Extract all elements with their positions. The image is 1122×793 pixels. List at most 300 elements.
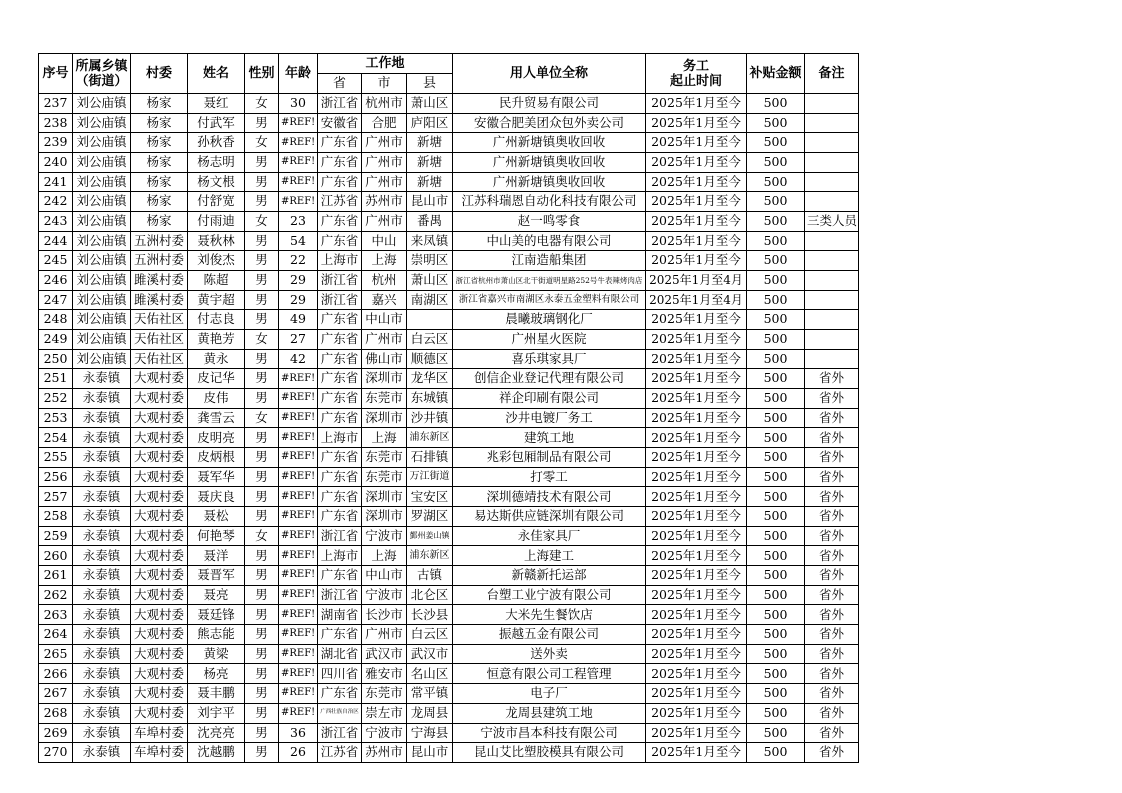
cell-county: 来凤镇	[407, 231, 453, 251]
cell-gender: 男	[245, 487, 279, 507]
cell-subsidy: 500	[747, 625, 805, 645]
cell-gender: 男	[245, 290, 279, 310]
cell-province: 广东省	[318, 408, 362, 428]
table-row	[39, 172, 859, 192]
cell-village: 车埠村委	[131, 723, 188, 743]
cell-gender: 男	[245, 605, 279, 625]
cell-county: 新塘	[407, 133, 453, 153]
cell-village: 杨家	[131, 94, 188, 114]
cell-employer: 赵一鸣零食	[453, 212, 646, 232]
cell-seq: 250	[39, 349, 73, 369]
table-row	[39, 546, 859, 566]
cell-town: 永泰镇	[73, 526, 131, 546]
cell-village: 大观村委	[131, 389, 188, 409]
cell-village: 天佑社区	[131, 330, 188, 350]
table-row	[39, 290, 859, 310]
cell-subsidy: 500	[747, 585, 805, 605]
cell-gender: 男	[245, 546, 279, 566]
cell-city: 崇左市	[362, 703, 407, 723]
cell-village: 杨家	[131, 113, 188, 133]
cell-employer: 广州新塘镇奥收回收	[453, 172, 646, 192]
cell-gender: 女	[245, 408, 279, 428]
table-row	[39, 448, 859, 468]
cell-age: 54	[279, 231, 318, 251]
cell-period: 2025年1月至今	[646, 192, 747, 212]
cell-period: 2025年1月至今	[646, 330, 747, 350]
cell-town: 刘公庙镇	[73, 231, 131, 251]
cell-seq: 247	[39, 290, 73, 310]
cell-city: 杭州	[362, 271, 407, 291]
cell-city: 深圳市	[362, 507, 407, 527]
header-period-line1: 务工	[682, 58, 709, 74]
cell-age: 49	[279, 310, 318, 330]
cell-remark	[805, 349, 859, 369]
cell-subsidy: 500	[747, 389, 805, 409]
cell-employer: 宁波市昌本科技有限公司	[453, 723, 646, 743]
cell-age: #REF!	[279, 153, 318, 173]
cell-gender: 男	[245, 349, 279, 369]
cell-period: 2025年1月至今	[646, 625, 747, 645]
table-body	[39, 94, 859, 763]
cell-seq: 261	[39, 566, 73, 586]
cell-employer: 台塑工业宁波有限公司	[453, 585, 646, 605]
cell-employer: 创信企业登记代理有限公司	[453, 369, 646, 389]
cell-village: 五洲村委	[131, 231, 188, 251]
cell-village: 大观村委	[131, 526, 188, 546]
cell-age: #REF!	[279, 448, 318, 468]
cell-name: 聂庆良	[188, 487, 245, 507]
cell-subsidy: 500	[747, 369, 805, 389]
cell-gender: 女	[245, 212, 279, 232]
cell-gender: 男	[245, 369, 279, 389]
cell-seq: 255	[39, 448, 73, 468]
cell-remark: 省外	[805, 507, 859, 527]
cell-village: 杨家	[131, 153, 188, 173]
header-gender: 性别	[245, 54, 279, 94]
cell-age: 23	[279, 212, 318, 232]
header-remark: 备注	[805, 54, 859, 94]
cell-village: 大观村委	[131, 625, 188, 645]
cell-period: 2025年1月至今	[646, 172, 747, 192]
cell-subsidy: 500	[747, 310, 805, 330]
cell-village: 大观村委	[131, 428, 188, 448]
cell-name: 杨亮	[188, 664, 245, 684]
cell-remark: 省外	[805, 664, 859, 684]
cell-age: #REF!	[279, 113, 318, 133]
cell-county: 万江街道	[407, 467, 453, 487]
cell-period: 2025年1月至今	[646, 467, 747, 487]
cell-subsidy: 500	[747, 723, 805, 743]
cell-village: 大观村委	[131, 507, 188, 527]
cell-age: 27	[279, 330, 318, 350]
cell-period: 2025年1月至今	[646, 507, 747, 527]
table-row	[39, 585, 859, 605]
cell-town: 刘公庙镇	[73, 94, 131, 114]
cell-province: 广西壮族自治区	[318, 703, 362, 723]
cell-subsidy: 500	[747, 94, 805, 114]
cell-town: 永泰镇	[73, 703, 131, 723]
cell-period: 2025年1月至今	[646, 251, 747, 271]
cell-county: 武汉市	[407, 644, 453, 664]
cell-gender: 男	[245, 448, 279, 468]
cell-period: 2025年1月至今	[646, 526, 747, 546]
cell-seq: 258	[39, 507, 73, 527]
table-row	[39, 231, 859, 251]
table-header	[39, 54, 859, 94]
cell-province: 广东省	[318, 448, 362, 468]
cell-employer: 安徽合肥美团众包外卖公司	[453, 113, 646, 133]
cell-name: 黄宇超	[188, 290, 245, 310]
cell-remark: 省外	[805, 605, 859, 625]
cell-city: 广州市	[362, 133, 407, 153]
cell-city: 东莞市	[362, 448, 407, 468]
cell-province: 广东省	[318, 212, 362, 232]
cell-town: 刘公庙镇	[73, 310, 131, 330]
cell-seq: 267	[39, 684, 73, 704]
cell-province: 广东省	[318, 231, 362, 251]
cell-village: 五洲村委	[131, 251, 188, 271]
cell-city: 广州市	[362, 330, 407, 350]
cell-subsidy: 500	[747, 330, 805, 350]
cell-remark	[805, 192, 859, 212]
cell-city: 杭州市	[362, 94, 407, 114]
cell-remark	[805, 310, 859, 330]
cell-seq: 256	[39, 467, 73, 487]
cell-subsidy: 500	[747, 212, 805, 232]
cell-name: 付雨迪	[188, 212, 245, 232]
table-row	[39, 349, 859, 369]
cell-name: 聂丰鹏	[188, 684, 245, 704]
cell-gender: 男	[245, 625, 279, 645]
cell-province: 湖南省	[318, 605, 362, 625]
cell-employer: 广州新塘镇奥收回收	[453, 133, 646, 153]
table-row	[39, 566, 859, 586]
cell-town: 永泰镇	[73, 507, 131, 527]
cell-seq: 251	[39, 369, 73, 389]
cell-town: 刘公庙镇	[73, 330, 131, 350]
cell-county: 鄞州姜山镇	[407, 526, 453, 546]
cell-seq: 246	[39, 271, 73, 291]
cell-employer: 沙井电镀厂务工	[453, 408, 646, 428]
cell-gender: 男	[245, 644, 279, 664]
cell-name: 付武军	[188, 113, 245, 133]
cell-town: 永泰镇	[73, 428, 131, 448]
cell-subsidy: 500	[747, 664, 805, 684]
cell-province: 广东省	[318, 487, 362, 507]
cell-remark: 三类人员	[805, 212, 859, 232]
cell-subsidy: 500	[747, 546, 805, 566]
cell-employer: 恒意有限公司工程管理	[453, 664, 646, 684]
cell-period: 2025年1月至今	[646, 585, 747, 605]
cell-village: 大观村委	[131, 585, 188, 605]
cell-period: 2025年1月至今	[646, 310, 747, 330]
cell-province: 江苏省	[318, 743, 362, 763]
cell-employer: 广州星火医院	[453, 330, 646, 350]
cell-age: #REF!	[279, 684, 318, 704]
cell-province: 广东省	[318, 625, 362, 645]
cell-subsidy: 500	[747, 113, 805, 133]
cell-age: 36	[279, 723, 318, 743]
cell-remark	[805, 231, 859, 251]
cell-remark: 省外	[805, 526, 859, 546]
table-row	[39, 428, 859, 448]
cell-remark	[805, 271, 859, 291]
cell-period: 2025年1月至今	[646, 605, 747, 625]
cell-employer: 浙江省杭州市萧山区北干街道明星路252号牛表辣烤肉店	[453, 271, 646, 291]
cell-county: 罗湖区	[407, 507, 453, 527]
cell-county: 古镇	[407, 566, 453, 586]
cell-employer: 昆山艾比塑胶模具有限公司	[453, 743, 646, 763]
cell-village: 大观村委	[131, 408, 188, 428]
cell-name: 付志良	[188, 310, 245, 330]
cell-village: 杨家	[131, 212, 188, 232]
cell-gender: 男	[245, 271, 279, 291]
cell-seq: 245	[39, 251, 73, 271]
cell-name: 何艳琴	[188, 526, 245, 546]
table-row	[39, 664, 859, 684]
cell-county: 番禺	[407, 212, 453, 232]
cell-age: #REF!	[279, 172, 318, 192]
cell-county: 萧山区	[407, 271, 453, 291]
cell-city: 长沙市	[362, 605, 407, 625]
cell-county: 浦东新区	[407, 546, 453, 566]
cell-employer: 江苏科瑞恩自动化科技有限公司	[453, 192, 646, 212]
cell-name: 皮记华	[188, 369, 245, 389]
table-row	[39, 113, 859, 133]
cell-age: #REF!	[279, 408, 318, 428]
cell-employer: 中山美的电器有限公司	[453, 231, 646, 251]
cell-age: 30	[279, 94, 318, 114]
cell-period: 2025年1月至今	[646, 428, 747, 448]
cell-village: 大观村委	[131, 369, 188, 389]
cell-county: 龙华区	[407, 369, 453, 389]
cell-gender: 女	[245, 526, 279, 546]
cell-subsidy: 500	[747, 467, 805, 487]
cell-county: 石排镇	[407, 448, 453, 468]
cell-city: 苏州市	[362, 192, 407, 212]
cell-county: 名山区	[407, 664, 453, 684]
cell-city: 雅安市	[362, 664, 407, 684]
cell-period: 2025年1月至今	[646, 703, 747, 723]
cell-gender: 男	[245, 723, 279, 743]
table-row	[39, 271, 859, 291]
header-province: 省	[318, 74, 362, 94]
cell-period: 2025年1月至今	[646, 153, 747, 173]
cell-remark: 省外	[805, 566, 859, 586]
cell-city: 东莞市	[362, 467, 407, 487]
header-village: 村委	[131, 54, 188, 94]
cell-gender: 男	[245, 428, 279, 448]
table-row	[39, 703, 859, 723]
cell-county: 沙井镇	[407, 408, 453, 428]
cell-employer: 新赣新托运部	[453, 566, 646, 586]
cell-seq: 239	[39, 133, 73, 153]
cell-subsidy: 500	[747, 290, 805, 310]
cell-province: 广东省	[318, 566, 362, 586]
cell-seq: 241	[39, 172, 73, 192]
cell-period: 2025年1月至今	[646, 723, 747, 743]
cell-gender: 男	[245, 703, 279, 723]
cell-period: 2025年1月至今	[646, 684, 747, 704]
cell-city: 上海	[362, 546, 407, 566]
header-seq: 序号	[39, 54, 73, 94]
cell-province: 广东省	[318, 389, 362, 409]
header-city: 市	[362, 74, 407, 94]
cell-county: 白云区	[407, 330, 453, 350]
cell-village: 大观村委	[131, 703, 188, 723]
cell-age: #REF!	[279, 428, 318, 448]
cell-province: 上海市	[318, 251, 362, 271]
cell-town: 永泰镇	[73, 723, 131, 743]
cell-subsidy: 500	[747, 743, 805, 763]
cell-remark: 省外	[805, 585, 859, 605]
header-subsidy: 补贴金额	[747, 54, 805, 94]
cell-province: 四川省	[318, 664, 362, 684]
cell-age: 42	[279, 349, 318, 369]
cell-remark	[805, 172, 859, 192]
cell-village: 大观村委	[131, 684, 188, 704]
cell-county: 崇明区	[407, 251, 453, 271]
cell-period: 2025年1月至今	[646, 664, 747, 684]
cell-subsidy: 500	[747, 448, 805, 468]
table-row	[39, 644, 859, 664]
cell-seq: 266	[39, 664, 73, 684]
cell-subsidy: 500	[747, 605, 805, 625]
cell-city: 东莞市	[362, 389, 407, 409]
cell-county: 庐阳区	[407, 113, 453, 133]
cell-subsidy: 500	[747, 507, 805, 527]
cell-county: 白云区	[407, 625, 453, 645]
cell-city: 中山	[362, 231, 407, 251]
cell-name: 聂红	[188, 94, 245, 114]
cell-period: 2025年1月至今	[646, 231, 747, 251]
cell-name: 沈越鹏	[188, 743, 245, 763]
cell-gender: 男	[245, 310, 279, 330]
cell-employer: 广州新塘镇奥收回收	[453, 153, 646, 173]
cell-village: 雎溪村委	[131, 271, 188, 291]
cell-village: 雎溪村委	[131, 290, 188, 310]
cell-province: 上海市	[318, 428, 362, 448]
cell-city: 宁波市	[362, 526, 407, 546]
table-row	[39, 526, 859, 546]
header-workplace: 工作地	[318, 54, 453, 74]
cell-city: 深圳市	[362, 369, 407, 389]
cell-remark: 省外	[805, 389, 859, 409]
table-row	[39, 212, 859, 232]
cell-remark: 省外	[805, 546, 859, 566]
cell-name: 杨文根	[188, 172, 245, 192]
cell-province: 浙江省	[318, 526, 362, 546]
table-row	[39, 389, 859, 409]
cell-city: 宁波市	[362, 585, 407, 605]
cell-employer: 易达斯供应链深圳有限公司	[453, 507, 646, 527]
cell-city: 嘉兴	[362, 290, 407, 310]
cell-city: 东莞市	[362, 684, 407, 704]
cell-village: 杨家	[131, 192, 188, 212]
header-employer: 用人单位全称	[453, 54, 646, 94]
table-row	[39, 605, 859, 625]
cell-province: 广东省	[318, 349, 362, 369]
cell-period: 2025年1月至今	[646, 448, 747, 468]
cell-name: 聂洋	[188, 546, 245, 566]
cell-subsidy: 500	[747, 408, 805, 428]
cell-seq: 252	[39, 389, 73, 409]
cell-subsidy: 500	[747, 526, 805, 546]
cell-employer: 民升贸易有限公司	[453, 94, 646, 114]
cell-town: 永泰镇	[73, 605, 131, 625]
cell-seq: 269	[39, 723, 73, 743]
cell-subsidy: 500	[747, 644, 805, 664]
table-row	[39, 487, 859, 507]
cell-subsidy: 500	[747, 566, 805, 586]
cell-subsidy: 500	[747, 684, 805, 704]
cell-employer: 晨曦玻璃钢化厂	[453, 310, 646, 330]
cell-subsidy: 500	[747, 428, 805, 448]
cell-gender: 男	[245, 743, 279, 763]
cell-province: 浙江省	[318, 723, 362, 743]
cell-age: #REF!	[279, 507, 318, 527]
cell-employer: 喜乐琪家具厂	[453, 349, 646, 369]
cell-gender: 男	[245, 467, 279, 487]
cell-village: 大观村委	[131, 467, 188, 487]
cell-remark	[805, 94, 859, 114]
cell-name: 皮明亮	[188, 428, 245, 448]
cell-name: 杨志明	[188, 153, 245, 173]
cell-town: 永泰镇	[73, 566, 131, 586]
cell-remark: 省外	[805, 428, 859, 448]
cell-seq: 249	[39, 330, 73, 350]
cell-name: 陈超	[188, 271, 245, 291]
cell-province: 安徽省	[318, 113, 362, 133]
cell-subsidy: 500	[747, 349, 805, 369]
cell-village: 大观村委	[131, 644, 188, 664]
cell-city: 佛山市	[362, 349, 407, 369]
cell-village: 大观村委	[131, 605, 188, 625]
cell-age: #REF!	[279, 389, 318, 409]
cell-gender: 男	[245, 153, 279, 173]
cell-town: 刘公庙镇	[73, 172, 131, 192]
cell-name: 付舒宽	[188, 192, 245, 212]
cell-city: 中山市	[362, 310, 407, 330]
header-period-line2: 起止时间	[669, 73, 722, 89]
cell-name: 黄梁	[188, 644, 245, 664]
cell-gender: 女	[245, 330, 279, 350]
table-row	[39, 251, 859, 271]
cell-age: 22	[279, 251, 318, 271]
table-row	[39, 723, 859, 743]
cell-period: 2025年1月至今	[646, 212, 747, 232]
cell-province: 广东省	[318, 467, 362, 487]
cell-county: 南湖区	[407, 290, 453, 310]
cell-gender: 女	[245, 94, 279, 114]
cell-town: 刘公庙镇	[73, 192, 131, 212]
cell-subsidy: 500	[747, 192, 805, 212]
cell-age: #REF!	[279, 546, 318, 566]
cell-gender: 男	[245, 172, 279, 192]
cell-city: 苏州市	[362, 743, 407, 763]
cell-county: 常平镇	[407, 684, 453, 704]
cell-town: 永泰镇	[73, 448, 131, 468]
cell-province: 江苏省	[318, 192, 362, 212]
cell-county: 浦东新区	[407, 428, 453, 448]
table-row	[39, 467, 859, 487]
cell-age: #REF!	[279, 605, 318, 625]
cell-employer: 永佳家具厂	[453, 526, 646, 546]
cell-name: 聂晋军	[188, 566, 245, 586]
cell-name: 聂秋林	[188, 231, 245, 251]
cell-age: #REF!	[279, 192, 318, 212]
cell-age: #REF!	[279, 703, 318, 723]
